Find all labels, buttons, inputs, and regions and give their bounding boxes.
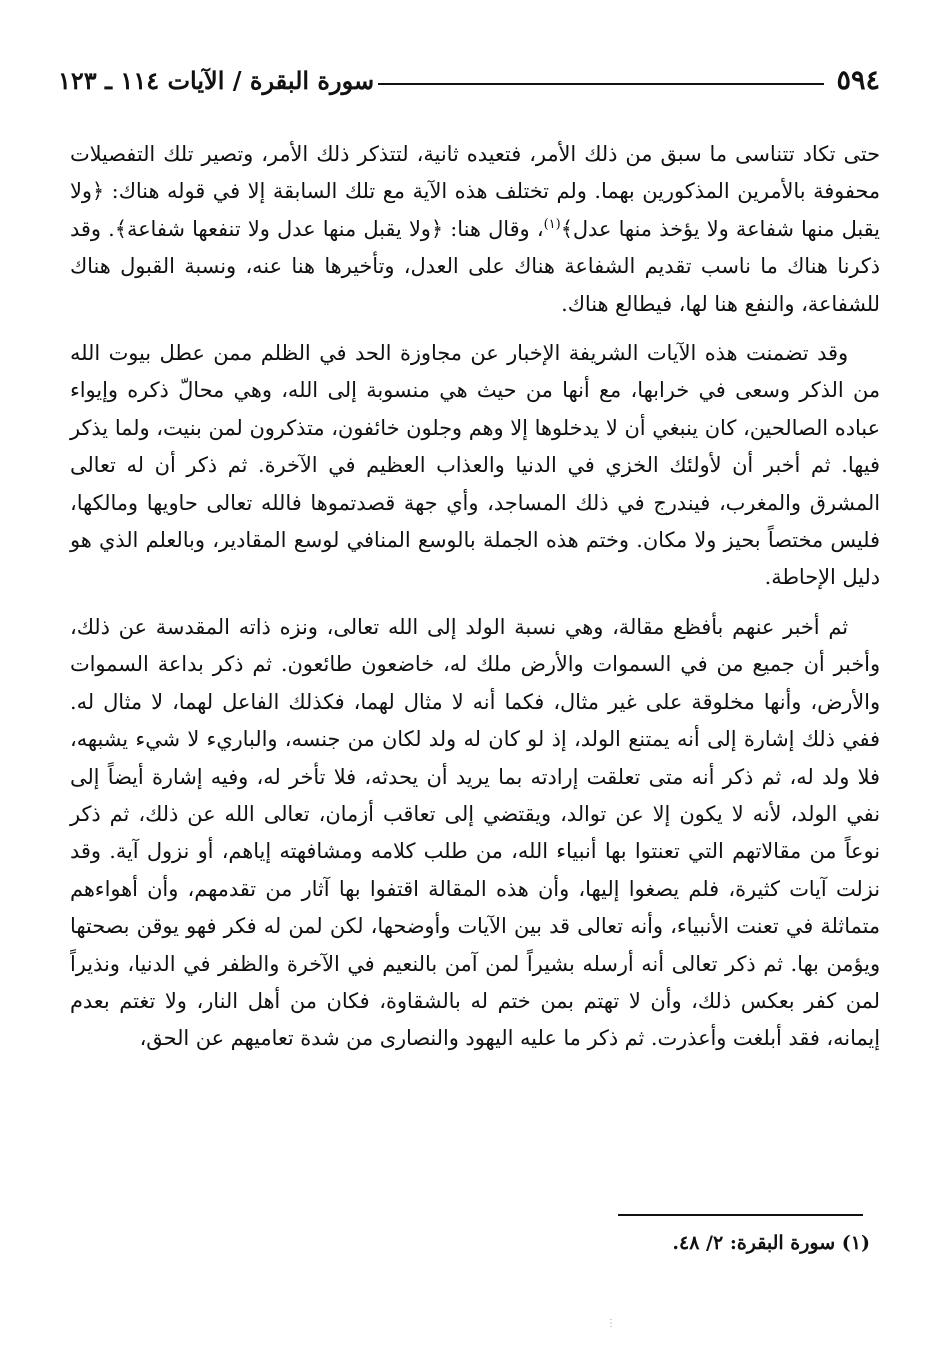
running-header bbox=[58, 62, 880, 98]
running-title: سورة البقرة / الآيات ١١٤ ـ ١٢٣ bbox=[58, 65, 375, 95]
paragraph-3: ثم أخبر عنهم بأفظع مقالة، وهي نسبة الولد إلى الله تعالى، ونزه ذاته المقدسة عن ذلك، وأخبر أن جميع من في السموات والأرض ملك له، خاضعون طائعون. ثم ذكر بداعة السموات والأرض، وأنها مخلوقة على غير مثال، فكما أنه لا مثال لهما، فكذلك الفاعل لهما، لا مثال له. ففي ذلك إشارة إلى أنه يمتنع الولد، إذ لو كان له ولد لكان من جنسه، والباريء لا شيء يشبهه، فلا ولد له، ثم ذكر أنه متى تعلقت إرادته بما يريد أن يحدثه، فلا تأخر له، وفيه إشارة أيضاً إلى نفي الولد، لأنه لا يكون إلا عن توالد، ويقتضي إلى تعاقب أزمان، تعالى الله عن ذلك، ثم ذكر نوعاً من مقالاتهم التي تعنتوا بها أنبياء الله، من طلب كلامه ومشافهته إياهم، أو نزول آية. وقد نزلت آيات كثيرة، فلم يصغوا إليها، وأن هذه المقالة اقتفوا بها آثار من تقدمهم، وأن أهواءهم متماثلة في تعنت الأنبياء، وأنه تعالى قد بين الآيات وأوضحها، لكن لمن له فكر فهو يوقن بصحتها ويؤمن بها. ثم ذكر تعالى أنه أرسله بشيراً لمن آمن بالنعيم في الآخرة والظفر في الدنيا، ونذيراً لمن كفر بعكس ذلك، وأن لا تهتم بمن ختم له بالشقاوة، فكان من أهل النار، ولا تغتم بعدم إيمانه، فقد أبلغت وأعذرت. ثم ذكر ما عليه اليهود والنصارى من شدة تعاميهم عن الحق، bbox=[70, 614, 880, 1051]
scan-speck: ⋮ bbox=[606, 1318, 616, 1329]
header-rule bbox=[378, 83, 824, 85]
paragraph-1 bbox=[70, 136, 880, 323]
paragraph-1-part-a: حتى تكاد تتناسى ما سبق من ذلك الأمر، فتعيده ثانية، لتتذكر ذلك الأمر، وتصير تلك التفصيلات محفوفة بالأمرين المذكورين بهما. ولم تختلف هذه الآية مع تلك السابقة إلا في قوله هناك: ﴿ولا يقبل منها شفاعة ولا يؤخذ منها عدل﴾ bbox=[70, 142, 880, 241]
paragraph-1-part-b: ، وقال هنا: ﴿ولا يقبل منها عدل ولا تنفعها شفاعة﴾. وقد ذكرنا هناك ما ناسب تقديم الشفاعة هناك على العدل، وتأخيرها هنا عنه، ونسبة القبول هناك للشفاعة، والنفع هنا لها، فيطالع هناك. bbox=[70, 216, 880, 316]
main-text bbox=[70, 136, 880, 1070]
footnote-reference[interactable]: (١) bbox=[543, 216, 561, 232]
footnote: (١) سورة البقرة: ٢/ ٤٨. bbox=[672, 1232, 870, 1254]
footnote-separator bbox=[618, 1214, 863, 1216]
page-number: ٥٩٤ bbox=[836, 64, 880, 96]
paragraph-2: وقد تضمنت هذه الآيات الشريفة الإخبار عن مجاوزة الحد في الظلم ممن عطل بيوت الله من الذكر وسعى في خرابها، مع أنها من حيث هي منسوبة إلى الله، وهي محالّ ذكره وإيواء عباده الصالحين، كان ينبغي أن لا يدخلوها إلا وهم وجلون خائفون، متذكرون لمن بنيت، ولما يذكر فيها. ثم أخبر أن لأولئك الخزي في الدنيا والعذاب العظيم في الآخرة. ثم ذكر أن له تعالى المشرق والمغرب، فيندرج في ذلك المساجد، وأي جهة قصدتموها فالله تعالى حاويها ومالكها، فليس مختصاً بحيز ولا مكان. وختم هذه الجملة بالوسع المنافي لوسع المقادير، وبالعلم الذي هو دليل الإحاطة. bbox=[70, 341, 880, 590]
